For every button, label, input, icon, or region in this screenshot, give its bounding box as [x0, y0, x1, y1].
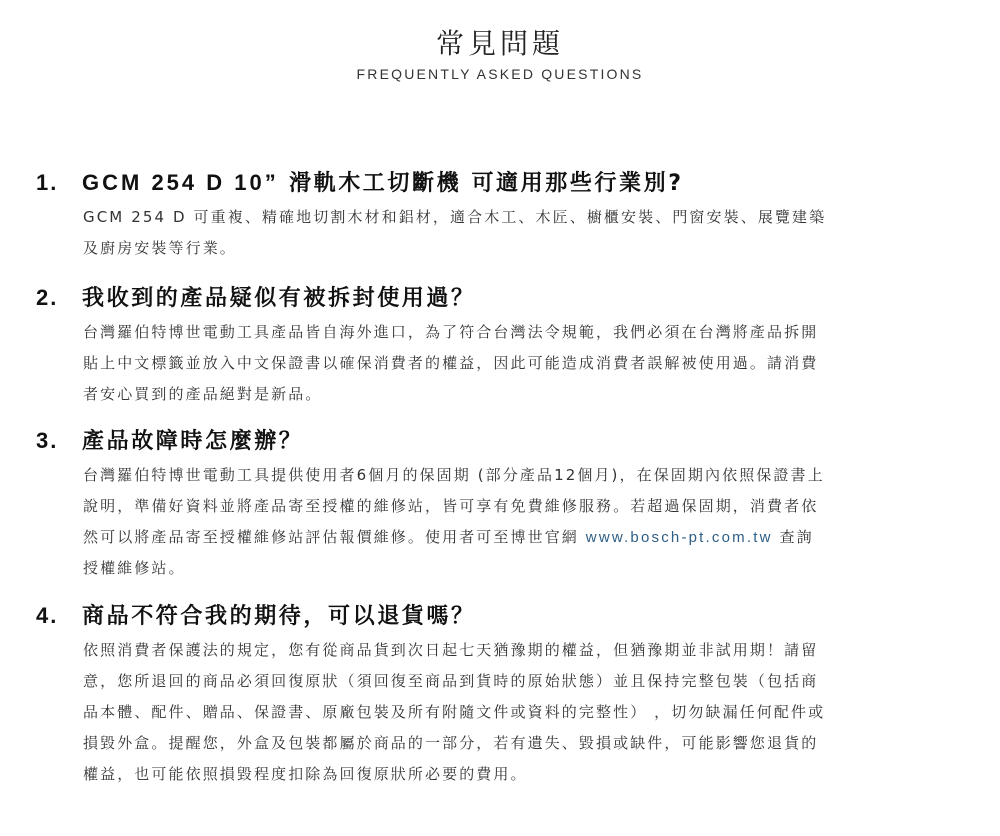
product-model: GCM 254 D 10”	[82, 170, 279, 195]
answer-line: 授權維修站。	[83, 559, 186, 577]
faq-question	[36, 601, 976, 632]
faq-answer	[83, 460, 963, 584]
answer-line: 品本體、配件、贈品、保證書、原廠包裝及所有附隨文件或資料的完整性） ，切勿缺漏任何配件或	[83, 703, 826, 721]
faq-question	[36, 283, 976, 314]
page-subtitle: FREQUENTLY ASKED QUESTIONS	[356, 66, 644, 82]
faq-question-text: 商品不符合我的期待，可以退貨嗎？	[82, 604, 476, 629]
faq-number: 3.	[36, 428, 59, 453]
faq-item-4	[36, 601, 976, 790]
faq-answer	[83, 635, 963, 790]
answer-line: 權益，也可能依照損毀程度扣除為回復原狀所必要的費用。	[83, 765, 528, 783]
answer-line: GCM 254 D 可重複、精確地切割木材和鋁材，適合木工、木匠、櫥櫃安裝、門窗安裝、展覽建築	[83, 208, 827, 226]
answer-line: 說明，準備好資料並將產品寄至授權的維修站，皆可享有免費維修服務。若超過保固期，消費者依	[83, 497, 819, 515]
faq-item-3	[36, 426, 976, 584]
answer-text: 查詢	[772, 528, 814, 546]
answer-line: 者安心買到的產品絕對是新品。	[83, 385, 323, 403]
answer-line: 台灣羅伯特博世電動工具提供使用者6個月的保固期 (部分產品12個月)，在保固期內依照保證書上	[83, 466, 825, 484]
faq-question-text	[82, 168, 684, 199]
faq-number: 4.	[36, 603, 59, 628]
faq-question	[36, 168, 976, 199]
faq-number: 1.	[36, 170, 59, 195]
page-header	[0, 24, 1000, 82]
faq-question-text: 產品故障時怎麼辦？	[82, 429, 304, 454]
faq-number: 2.	[36, 285, 59, 310]
answer-line: 及廚房安裝等行業。	[83, 239, 237, 257]
faq-question-text: 我收到的產品疑似有被拆封使用過？	[82, 286, 476, 311]
answer-line: 貼上中文標籤並放入中文保證書以確保消費者的權益，因此可能造成消費者誤解被使用過。請消費	[83, 354, 819, 372]
answer-line: 意，您所退回的商品必須回復原狀（須回復至商品到貨時的原始狀態）並且保持完整包裝（包括商	[83, 672, 819, 690]
faq-answer	[83, 317, 963, 410]
page-title: 常見問題	[435, 27, 564, 60]
answer-text: 然可以將產品寄至授權維修站評估報價維修。使用者可至博世官網	[83, 528, 586, 546]
answer-line	[83, 522, 963, 553]
answer-line: 台灣羅伯特博世電動工具產品皆自海外進口，為了符合台灣法令規範，我們必須在台灣將產品拆開	[83, 323, 819, 341]
faq-item-2	[36, 283, 976, 410]
answer-line: 依照消費者保護法的規定，您有從商品貨到次日起七天猶豫期的權益，但猶豫期並非試用期！請留	[83, 641, 819, 659]
answer-line: 損毀外盒。提醒您，外盒及包裝都屬於商品的一部分，若有遺失、毀損或缺件，可能影響您退貨的	[83, 734, 819, 752]
faq-question	[36, 426, 976, 457]
bosch-website-link[interactable]: www.bosch-pt.com.tw	[585, 529, 773, 546]
faq-item-1	[36, 168, 976, 264]
faq-question-rest: 滑軌木工切斷機 可適用那些行業別?	[278, 171, 684, 196]
faq-answer	[83, 202, 963, 264]
